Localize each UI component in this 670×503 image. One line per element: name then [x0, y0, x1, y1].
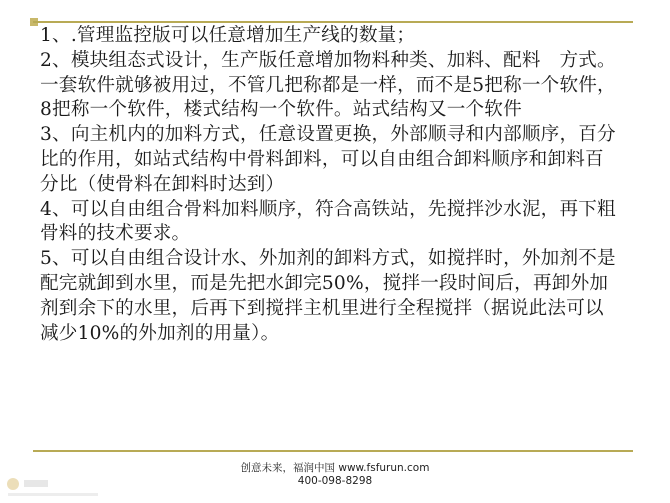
paragraph-5: 5、可以自由组合设计水、外加剂的卸料方式，如搅拌时，外加剂不是配完就卸到水里，而是先把水卸完50%，搅拌一段时间后，再卸外加剂到余下的水里，后再下到搅拌主机里进行全程搅拌（据说此法可以减少10%的外加剂的用量）。 [40, 248, 616, 344]
footer-slogan: 创意未来，福润中国 www.fsfurun.com [240, 462, 430, 474]
footer-phone: 400-098-8298 [297, 475, 373, 487]
paragraph-3: 3、向主机内的加料方式，任意设置更换，外部顺寻和内部顺序，百分比的作用，如站式结构中骨料卸料，可以自由组合卸料顺序和卸料百分比（使骨料在卸料时达到） [40, 124, 616, 195]
top-divider [33, 21, 633, 23]
paragraph-1: 1、.管理监控版可以任意增加生产线的数量； [40, 25, 416, 46]
paragraph-4: 4、可以自由组合骨料加料顺序，符合高铁站，先搅拌沙水泥，再下粗骨料的技术要求。 [40, 198, 616, 245]
bottom-divider [33, 450, 633, 452]
logo-watermark-icon [4, 474, 114, 500]
slide-body [40, 24, 622, 346]
paragraph-2: 2、模块组态式设计，生产版任意增加物料种类、加料、配料 方式。一套软件就够被用过，不管几把称都是一样，而不是5把称一个软件，8把称一个软件，楼式结构一个软件。站式结构又一个软件 [40, 49, 616, 121]
